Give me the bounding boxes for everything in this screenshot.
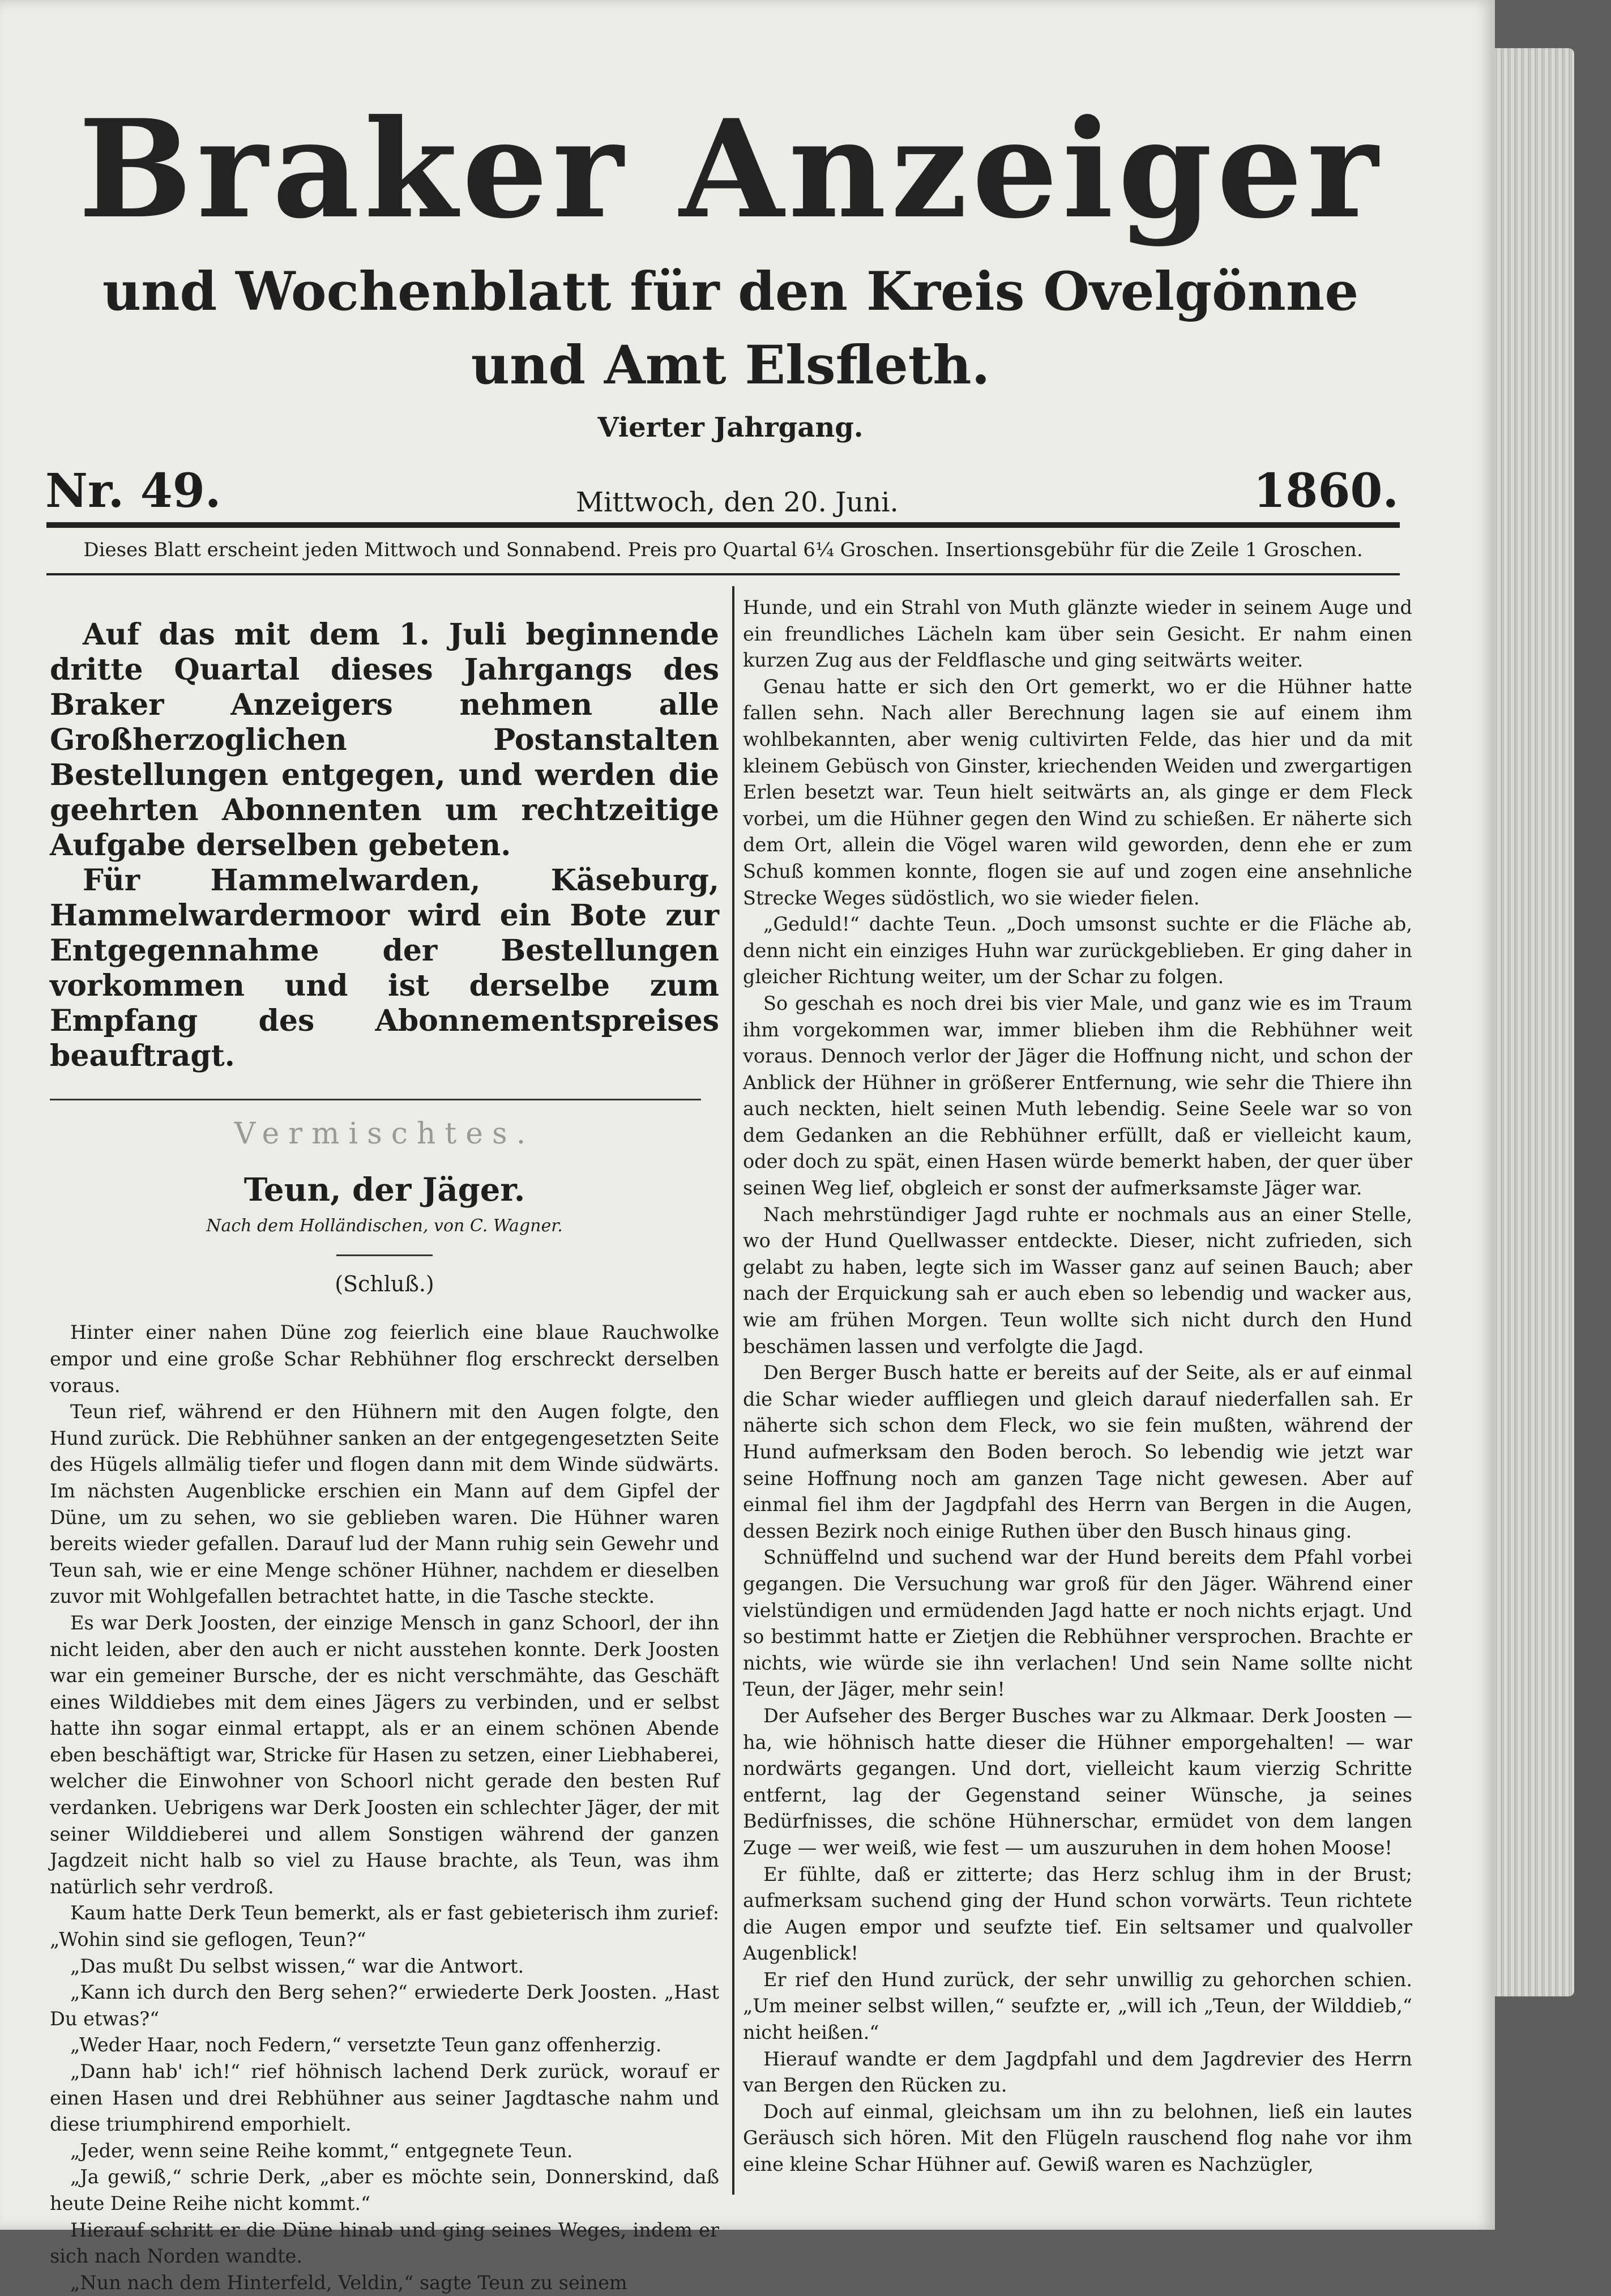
notice-divider [50, 1099, 701, 1100]
story-paragraph: Nach mehrstündiger Jagd ruhte er nochmals aus an einer Stelle, wo der Hund Quellwasser entdeckte. Dieser, nicht zufrieden, sich gelabt zu haben, legte sich im Wasser ganz auf seinen Bauch; aber nach der Erquickung sah er auch eben so lebendig und wacker aus, wie am frühen Morgen. Teun wollte sich nicht durch den Hund beschämen lassen und verfolgte die Jagd. [743, 1203, 1412, 1358]
story-paragraph: „Geduld!“ dachte Teun. „Doch umsonst suchte er die Fläche ab, denn nicht ein einziges Huhn war zurückgeblieben. Er ging daher in gleicher Richtung weiter, um der Schar zu folgen. [743, 913, 1412, 988]
page-edges [1484, 48, 1574, 1996]
story-paragraph: Hierauf schritt er die Düne hinab und ging seines Weges, indem er sich nach Norden wandte. [50, 2218, 719, 2268]
story-paragraph: „Jeder, wenn seine Reihe kommt,“ entgegnete Teun. [70, 2139, 573, 2162]
story-paragraph: Der Aufseher des Berger Busches war zu Alkmaar. Derk Joosten — ha, wie höhnisch hatte dieser die Hühner emporgehalten! — war nordwärts gegangen. Und dort, vielleicht kaum vierzig Schritte entfernt, lag der Gegenstand seiner Wünsche, ja seines Bedürfnisses, die schöne Hühnerschar, ermüdet von dem langen Zuge — wer weiß, wie fest — um auszuruhen in dem hohen Moose! [743, 1704, 1412, 1859]
story-paragraph: „Weder Haar, noch Federn,“ versetzte Teun ganz offenherzig. [70, 2034, 662, 2056]
newspaper-title: Braker Anzeiger [78, 91, 1383, 249]
subscription-notice [50, 617, 719, 1074]
section-heading: Vermischtes. [234, 1117, 535, 1151]
story-paragraph: „Dann hab' ich!“ rief höhnisch lachend Derk zurück, worauf er einen Hasen und drei Rebhühner aus seiner Jagdtasche nahm und diese triumphirend emporhielt. [50, 2060, 719, 2136]
story-paragraph: Es war Derk Joosten, der einzige Mensch in ganz Schoorl, der ihn nicht leiden, aber den auch er nicht ausstehen konnte. Derk Joosten war ein gemeiner Bursche, der es nicht verschmähte, das Geschäft eines Wilddiebes mit dem eines Jägers zu verbinden, und er selbst hatte ihn sogar einmal ertappt, als er an einem schönen Abende eben beschäftigt war, Stricke für Hasen zu setzen, einer Liebhaberei, welcher die Einwohner von Schoorl nicht gerade den besten Ruf verdanken. Uebrigens war Derk Joosten ein schlechter Jäger, der mit seiner Wilddieberei und allem Sonstigen während der ganzen Jagdzeit nicht halb so viel zu Hause brachte, als Teun, was ihm natürlich sehr verdroß. [50, 1611, 719, 1898]
story-paragraph: Schnüffelnd und suchend war der Hund bereits dem Pfahl vorbei gegangen. Die Versuchung war groß für den Jäger. Während einer vielstündigen und ermüdenden Jagd hatte er noch nichts erjagt. Und so bestimmt hatte er Zietjen die Rebhühner versprochen. Brachte er nichts, wie würde sie ihn verlachen! Und sein Name sollte nicht Teun, der Jäger, mehr sein! [743, 1546, 1412, 1701]
story-paragraph: „Das mußt Du selbst wissen,“ war die Antwort. [70, 1954, 524, 1977]
notice-paragraph: Für Hammelwarden, Käseburg, Hammelwardermoor wird ein Bote zur Entgegennahme der Bestellungen vorkommen und ist derselbe zum Empfang des Abonnementspreises beauftragt. [50, 863, 719, 1073]
subscription-info: Dieses Blatt erscheint jeden Mittwoch und Sonnabend. Preis pro Quartal 6¼ Groschen. Insertionsgebühr für die Zeile 1 Groschen. [83, 539, 1363, 561]
story-paragraph: Hunde, und ein Strahl von Muth glänzte wieder in seinem Auge und ein freundliches Lächeln kam über sein Gesicht. Er nahm einen kurzen Zug aus der Feldflasche und ging seitwärts weiter. [743, 596, 1412, 672]
dateline [45, 456, 1399, 518]
story-paragraph: Den Berger Busch hatte er bereits auf der Seite, als er auf einmal die Schar wieder auffliegen und gleich darauf niederfallen sah. Er näherte sich schon dem Fleck, wo sie fein mußten, während der Hund aufmerksam den Boden beroch. So lebendig wie jetzt war seine Hoffnung noch am ganzen Tage nicht gewesen. Aber auf einmal fiel ihm der Jagdpfahl des Herrn van Bergen in die Augen, dessen Bezirk noch einige Ruthen über den Busch hinaus ging. [743, 1362, 1412, 1542]
story-paragraph: Er rief den Hund zurück, der sehr unwillig zu gehorchen schien. „Um meiner selbst willen,“ seufzte er, „will ich „Teun, der Wilddieb,“ nicht heißen.“ [743, 1968, 1412, 2044]
story-paragraph: Hierauf wandte er dem Jagdpfahl und dem Jagdrevier des Herrn van Bergen den Rücken zu. [743, 2047, 1412, 2097]
newspaper-subtitle: und Wochenblatt für den Kreis Ovelgönne und Amt Elsfleth. [102, 261, 1359, 396]
story-paragraph: Genau hatte er sich den Ort gemerkt, wo er die Hühner hatte fallen sehn. Nach aller Berechnung lagen sie auf einem ihm wohlbekannten, aber wenig cultivirten Felde, das hier und da mit kleinem Gebüsch von Ginster, kriechenden Weiden und zwergartigen Erlen besetzt war. Teun hielt seitwärts an, als ginge er dem Fleck vorbei, um die Hühner gegen den Wind zu schießen. Er näherte sich dem Ort, allein die Vögel waren wild geworden, denn ehe er zum Schuß kommen konnte, flogen sie auf und zogen eine ansehnliche Strecke Weges südöstlich, wo sie wieder fielen. [743, 675, 1412, 909]
story-paragraph: So geschah es noch drei bis vier Male, und ganz wie es im Traum ihm vorgekommen war, immer blieben ihm die Rebhühner weit voraus. Dennoch verlor der Jäger die Hoffnung nicht, und schon der Anblick der Hühner in größerer Entfernung, wie sehr die Thiere ihn auch neckten, hielt seinen Muth lebendig. Seine Seele war so von dem Gedanken an die Rebhühner erfüllt, daß er vielleicht kaum, oder doch zu spät, einen Hasen würde bemerkt haben, der quer über seinen Weg lief, obgleich er sonst der aufmerksamste Jäger war. [743, 992, 1412, 1200]
masthead [45, 85, 1416, 453]
notice-paragraph: Auf das mit dem 1. Juli beginnende dritte Quartal dieses Jahrgangs des Braker Anzeigers nehmen alle Großherzoglichen Postanstalten Bestellungen entgegen, und werden die geehrten Abonnenten um rechtzeitige Aufgabe derselben gebeten. [50, 617, 719, 863]
issue-year: 1860. [1253, 464, 1399, 518]
issue-number: Nr. 49. [45, 464, 221, 518]
story-paragraph: „Kann ich durch den Berg sehen?“ erwiederte Derk Joosten. „Hast Du etwas?“ [50, 1981, 719, 2030]
story-paragraph: Doch auf einmal, gleichsam um ihn zu belohnen, ließ ein lautes Geräusch sich hören. Mit den Flügeln rauschend flog nahe vor ihm eine kleine Schar Hühner auf. Gewiß waren es Nachzügler, [743, 2100, 1412, 2176]
byline-divider [336, 1254, 433, 1256]
story-paragraph: Teun rief, während er den Hühnern mit den Augen folgte, den Hund zurück. Die Rebhühner sanken an der entgegengesetzten Seite des Hügels allmälig tiefer und flogen dann mit dem Winde südwärts. Im nächsten Augenblicke erschien ein Mann auf dem Gipfel der Düne, um zu sehen, wo sie geblieben waren. Die Hühner waren bereits wieder gefallen. Darauf lud der Mann ruhig sein Gewehr und Teun sah, wie er eine Menge schöner Hühner, nachdem er dieselben zuvor mit Wohlgefallen betrachtet hatte, in die Tasche steckte. [50, 1401, 719, 1608]
story-title: Teun, der Jäger. [243, 1171, 525, 1209]
info-rule [46, 573, 1400, 575]
story-continuation: (Schluß.) [335, 1271, 434, 1296]
volume-label: Vierter Jahrgang. [597, 412, 864, 443]
story-byline: Nach dem Holländischen, von C. Wagner. [206, 1216, 563, 1236]
story-paragraph: „Nun nach dem Hinterfeld, Veldin,“ sagte Teun zu seinem [70, 2271, 627, 2294]
story-paragraph: „Ja gewiß,“ schrie Derk, „aber es möchte sein, Donnerskind, daß heute Deine Reihe nicht kommt.“ [50, 2166, 719, 2214]
story-paragraph: Hinter einer nahen Düne zog feierlich eine blaue Rauchwolke empor und eine große Schar Rebhühner flog erschreckt derselben voraus. [50, 1321, 719, 1397]
story-paragraph: Kaum hatte Derk Teun bemerkt, als er fast gebieterisch ihm zurief: „Wohin sind sie geflogen, Teun?“ [50, 1902, 719, 1951]
header-rule [46, 522, 1400, 528]
right-column [743, 595, 1412, 2178]
issue-date: Mittwoch, den 20. Juni. [575, 486, 899, 518]
story-paragraph: Er fühlte, daß er zitterte; das Herz schlug ihm in der Brust; aufmerksam suchend ging der Hund schon vorwärts. Teun richtete die Augen empor und seufzte tief. Ein seltsamer und qualvoller Augenblick! [743, 1863, 1412, 1965]
left-column [50, 595, 719, 2296]
column-divider [732, 586, 734, 2195]
